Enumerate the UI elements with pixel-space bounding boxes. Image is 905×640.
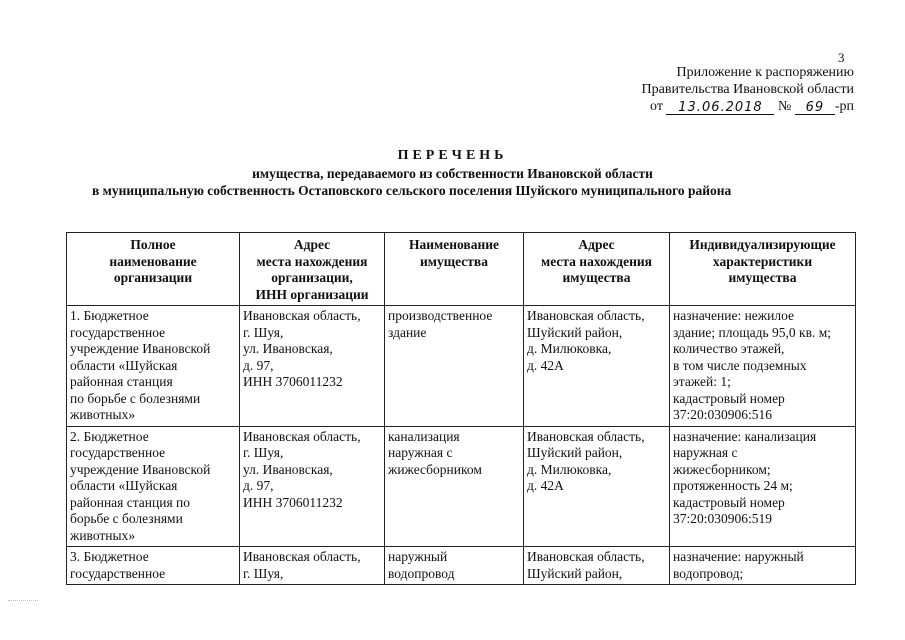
cell-text-line: борьбе с болезнями xyxy=(70,511,183,526)
cell-text-line: 3. Бюджетное xyxy=(70,549,149,564)
cell-text-line: Ивановская область, xyxy=(527,549,645,564)
number-label: № xyxy=(777,99,792,114)
cell-text-line: д. 42А xyxy=(527,478,564,493)
cell-text-line: 1. Бюджетное xyxy=(70,308,149,323)
document-title: ПЕРЕЧЕНЬ xyxy=(397,148,508,163)
cell-text-line: Шуйский район, xyxy=(527,324,623,340)
table-cell xyxy=(670,306,856,427)
cell-text-line: д. 97, xyxy=(243,478,274,493)
table-cell xyxy=(67,306,240,427)
cell-text-line: водопровод; xyxy=(673,565,744,581)
column-header xyxy=(67,233,240,306)
property-table xyxy=(66,232,856,585)
cell-text-line: государственное xyxy=(70,565,166,581)
cell-text-line: Ивановская область, xyxy=(527,308,645,323)
table-cell xyxy=(385,306,524,427)
appendix-line-2: Правительства Ивановской области xyxy=(641,82,854,97)
cell-text-line: наружная с xyxy=(388,445,453,460)
cell-text-line: здание xyxy=(388,324,427,340)
cell-text-line: государственное xyxy=(70,324,166,340)
header-text-line: Полное xyxy=(130,237,176,252)
cell-text-line: назначение: нежилое xyxy=(673,308,794,323)
table-row xyxy=(67,426,856,547)
header-text-line: имущества xyxy=(562,270,631,285)
cell-text-line: протяженность 24 м; xyxy=(673,478,793,493)
header-text-line: Адрес xyxy=(578,237,615,252)
column-header xyxy=(240,233,385,306)
cell-text-line: государственное xyxy=(70,445,166,460)
table-cell xyxy=(670,547,856,585)
header-text-line: Адрес xyxy=(293,237,331,252)
header-text-line: организации xyxy=(113,270,193,285)
cell-text-line: области «Шуйская xyxy=(70,357,178,373)
cell-text-line: 2. Бюджетное xyxy=(70,428,149,444)
cell-text-line: 37:20:030906:516 xyxy=(673,407,773,422)
cell-text-line: животных» xyxy=(70,527,136,543)
appendix-block xyxy=(642,64,854,115)
header-text-line: ИНН организации xyxy=(255,286,369,302)
header-text-line: Наименование xyxy=(409,237,499,252)
cell-text-line: Ивановская область, xyxy=(527,428,645,444)
cell-text-line: учреждение Ивановской xyxy=(70,461,211,477)
cell-text-line: учреждение Ивановской xyxy=(70,341,211,356)
table-cell xyxy=(67,547,240,585)
table-header-row xyxy=(67,233,856,306)
from-label: от xyxy=(650,99,663,114)
table-cell xyxy=(670,426,856,547)
table-cell xyxy=(385,547,524,585)
column-header xyxy=(385,233,524,306)
table-row xyxy=(67,306,856,427)
cell-text-line: водопровод xyxy=(388,565,455,581)
table-cell xyxy=(524,306,670,427)
table-cell xyxy=(524,547,670,585)
cell-text-line: Шуйский район, xyxy=(527,565,623,581)
cell-text-line: Шуйский район, xyxy=(527,445,623,460)
appendix-line-1: Приложение к распоряжению xyxy=(676,65,854,80)
number-field: 69 xyxy=(795,99,835,115)
table-cell xyxy=(385,426,524,547)
cell-text-line: назначение: наружный xyxy=(673,549,804,564)
cell-text-line: Ивановская область, xyxy=(243,428,361,444)
cell-text-line: г. Шуя, xyxy=(243,565,284,581)
cell-text-line: д. 42А xyxy=(527,357,564,373)
header-text-line: организации, xyxy=(271,270,353,285)
cell-text-line: количество этажей, xyxy=(673,341,785,356)
document-subtitle-1: имущества, передаваемого из собственности Ивановской области xyxy=(252,166,653,181)
header-text-line: имущества xyxy=(728,270,797,285)
header-text-line: места нахождения xyxy=(256,253,368,269)
cell-text-line: г. Шуя, xyxy=(243,324,284,340)
cell-text-line: жижесборником; xyxy=(673,461,771,477)
cell-text-line: д. Милюковка, xyxy=(527,461,612,477)
cell-text-line: кадастровый номер xyxy=(673,390,785,406)
cell-text-line: наружная с xyxy=(673,445,738,460)
cell-text-line: назначение: канализация xyxy=(673,428,817,444)
scan-artifact xyxy=(8,600,38,602)
document-subtitle-2: в муниципальную собственность Остаповского сельского поселения Шуйского муниципального района xyxy=(92,183,732,198)
header-text-line: места нахождения xyxy=(541,253,652,269)
cell-text-line: Ивановская область, xyxy=(243,308,361,323)
cell-text-line: районная станция по xyxy=(70,494,191,510)
table-cell xyxy=(67,426,240,547)
cell-text-line: жижесборником xyxy=(388,461,482,477)
cell-text-line: ИНН 3706011232 xyxy=(243,374,343,389)
column-header xyxy=(670,233,856,306)
table-cell xyxy=(240,306,385,427)
table-cell xyxy=(240,426,385,547)
cell-text-line: канализация xyxy=(388,428,460,444)
table-cell xyxy=(524,426,670,547)
cell-text-line: здание; площадь 95,0 кв. м; xyxy=(673,324,831,340)
cell-text-line: кадастровый номер xyxy=(673,494,785,510)
cell-text-line: ИНН 3706011232 xyxy=(243,494,343,510)
cell-text-line: производственное xyxy=(388,308,493,323)
table-row xyxy=(67,547,856,585)
table-cell xyxy=(240,547,385,585)
page-number: 3 xyxy=(838,50,845,65)
header-text-line: Индивидуализирующие xyxy=(689,237,836,252)
column-header xyxy=(524,233,670,306)
header-text-line: характеристики xyxy=(712,253,813,269)
cell-text-line: в том числе подземных xyxy=(673,357,807,373)
cell-text-line: Ивановская область, xyxy=(243,549,361,564)
cell-text-line: по борьбе с болезнями xyxy=(70,390,201,406)
cell-text-line: ул. Ивановская, xyxy=(243,341,333,356)
cell-text-line: районная станция xyxy=(70,374,173,389)
cell-text-line: ул. Ивановская, xyxy=(243,461,333,477)
cell-text-line: д. 97, xyxy=(243,357,274,373)
date-field: 13.06.2018 xyxy=(666,99,774,115)
number-suffix: -рп xyxy=(834,99,854,114)
header-text-line: имущества xyxy=(420,253,488,269)
cell-text-line: г. Шуя, xyxy=(243,445,284,460)
appendix-line-3 xyxy=(642,98,854,115)
cell-text-line: области «Шуйская xyxy=(70,478,178,493)
cell-text-line: этажей: 1; xyxy=(673,374,731,389)
cell-text-line: д. Милюковка, xyxy=(527,341,612,356)
cell-text-line: 37:20:030906:519 xyxy=(673,511,773,526)
cell-text-line: наружный xyxy=(388,549,448,564)
cell-text-line: животных» xyxy=(70,407,136,422)
header-text-line: наименование xyxy=(109,253,197,269)
